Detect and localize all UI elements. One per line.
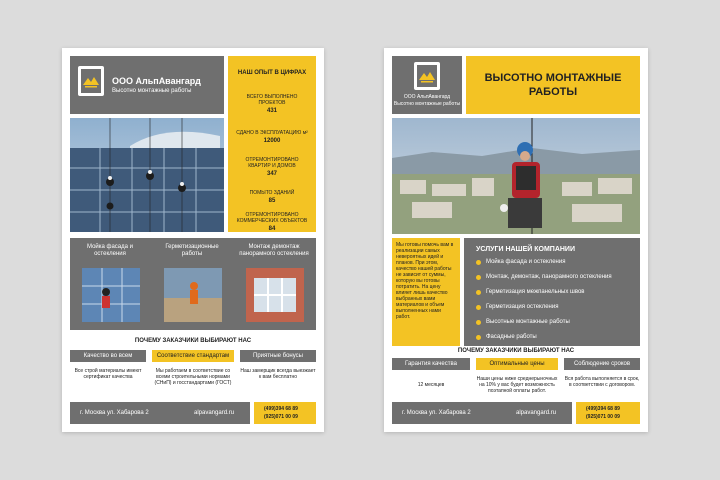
- tab-prices: Оптимальные цены: [476, 358, 558, 370]
- tab-text-standards: Мы работаем в соответствие со всеми строительными нормами (СНиП) и госстандартами (ГОСТ): [154, 368, 232, 386]
- service-item: Фасадные работы: [486, 334, 537, 340]
- header-block: [70, 56, 224, 114]
- stat-label-buildings: ПОМЫТО ЗДАНИЙ: [249, 190, 295, 196]
- tab-quality: Качество во всем: [70, 350, 146, 362]
- service-item: Герметизация межпанельных швов: [486, 289, 585, 295]
- tab-bonuses: Приятные бонусы: [240, 350, 316, 362]
- bullet-icon: [476, 320, 481, 325]
- headline-line-2: РАБОТЫ: [528, 86, 578, 98]
- service-label-glazing: Монтаж демонтаж панорамного остекления: [239, 244, 309, 257]
- stat-value-area: 12000: [263, 138, 281, 144]
- stat-label-apartments: ОТРЕМОНТИРОВАНО КВАРТИР И ДОМОВ: [245, 157, 299, 169]
- window-washing-photo: [82, 268, 140, 322]
- service-item: Монтаж, демонтаж, панорамного остекления: [486, 274, 612, 280]
- services-title: УСЛУГИ НАШЕЙ КОМПАНИИ: [476, 246, 575, 253]
- sealing-work-photo: [164, 268, 222, 322]
- climbers-building-photo: [70, 118, 224, 232]
- flyer-left: [62, 48, 324, 432]
- company-name: ООО АльпАвангард: [403, 94, 451, 100]
- stat-label-area: СДАНО В ЭКСПЛУАТАЦИЮ м²: [236, 130, 308, 136]
- headline-line-1: ВЫСОТНО МОНТАЖНЫЕ: [484, 72, 622, 84]
- stats-panel: [228, 56, 316, 232]
- footer-address: г. Москва ул. Хабарова 2: [80, 410, 149, 416]
- tab-deadlines: Соблюдение сроков: [564, 358, 640, 370]
- footer-phones: [576, 402, 640, 424]
- stat-label-commercial: ОТРЕМОНТИРОВАНО КОММЕРЧЕСКИХ ОБЪЕКТОВ: [236, 212, 308, 224]
- bullet-icon: [476, 275, 481, 280]
- service-item: Высотные монтажные работы: [486, 319, 570, 325]
- services-band: [70, 238, 316, 330]
- tab-standards: Соответствие стандартам: [152, 350, 234, 362]
- company-logo: [414, 62, 440, 90]
- stat-value-projects: 431: [266, 108, 277, 114]
- logo-block: [392, 56, 462, 114]
- intro-panel: [392, 238, 460, 346]
- mountain-icon: [83, 74, 99, 88]
- services-panel: [464, 238, 640, 346]
- why-us-title: ПОЧЕМУ ЗАКАЗЧИКИ ВЫБИРАЮТ НАС: [134, 338, 252, 344]
- service-label-washing: Мойка фасада и остекления: [87, 244, 133, 257]
- climber-city-photo: [392, 118, 640, 234]
- phone-2[interactable]: (925)071 00 09: [264, 414, 298, 420]
- why-us-title: ПОЧЕМУ ЗАКАЗЧИКИ ВЫБИРАЮТ НАС: [457, 348, 575, 354]
- phone-2[interactable]: (925)071 00 09: [586, 414, 620, 420]
- company-tagline: Высотно монтажные работы: [112, 88, 192, 94]
- mountain-icon: [419, 69, 435, 83]
- stat-value-apartments: 347: [266, 171, 277, 177]
- service-item: Герметизация остекления: [486, 304, 559, 310]
- footer-address: г. Москва ул. Хабарова 2: [402, 410, 471, 416]
- bullet-icon: [476, 305, 481, 310]
- bullet-icon: [476, 335, 481, 340]
- stat-label-projects: ВСЕГО ВЫПОЛНЕНО ПРОЕКТОВ: [246, 94, 298, 106]
- service-label-sealing: Герметизационные работы: [165, 244, 219, 257]
- bullet-icon: [476, 290, 481, 295]
- balcony-glazing-photo: [246, 268, 304, 322]
- stats-title: НАШ ОПЫТ В ЦИФРАХ: [237, 70, 307, 76]
- bullet-icon: [476, 260, 481, 265]
- headline-block: [466, 56, 640, 114]
- phone-1[interactable]: (499)394 68 89: [264, 406, 298, 412]
- intro-text: Мы готовы помочь вам в реализации самых невероятных идей и планов. При этом, качество нашей работы не зависит от суммы, которую вы готовы потратить. На цену влияет лишь качество выбранных вами материалов и объем выполненных нами работ.: [396, 242, 454, 320]
- tab-text-prices: Наши цены ниже среднерыночных на 10% у вас будет возможность поэтапной оплаты работ.: [476, 376, 558, 394]
- stat-value-buildings: 85: [268, 198, 276, 204]
- flyer-right: [384, 48, 648, 432]
- tab-text-quality: Все строй материалы имеют сертификат качества: [74, 368, 142, 380]
- footer-site-link[interactable]: alpavangard.ru: [516, 410, 557, 416]
- stat-value-commercial: 84: [268, 226, 276, 232]
- tab-text-deadlines: Вся работа выполняется в срок, в соответствии с договором.: [564, 376, 640, 388]
- footer-bar: [392, 402, 572, 424]
- tab-guarantee: Гарантия качества: [392, 358, 470, 370]
- phone-1[interactable]: (499)394 68 89: [586, 406, 620, 412]
- service-item: Мойка фасада и остекления: [486, 259, 566, 265]
- company-tagline: Высотно монтажные работы: [393, 101, 461, 107]
- company-name: ООО АльпАвангард: [112, 76, 201, 86]
- tab-text-bonuses: Наш замерщик всегда выезжает к вам бесплатно: [240, 368, 316, 380]
- footer-bar: [70, 402, 250, 424]
- tab-text-guarantee: 12 месяцев: [417, 382, 445, 388]
- footer-phones: [254, 402, 316, 424]
- footer-site-link[interactable]: alpavangard.ru: [194, 410, 235, 416]
- company-logo: [78, 66, 104, 96]
